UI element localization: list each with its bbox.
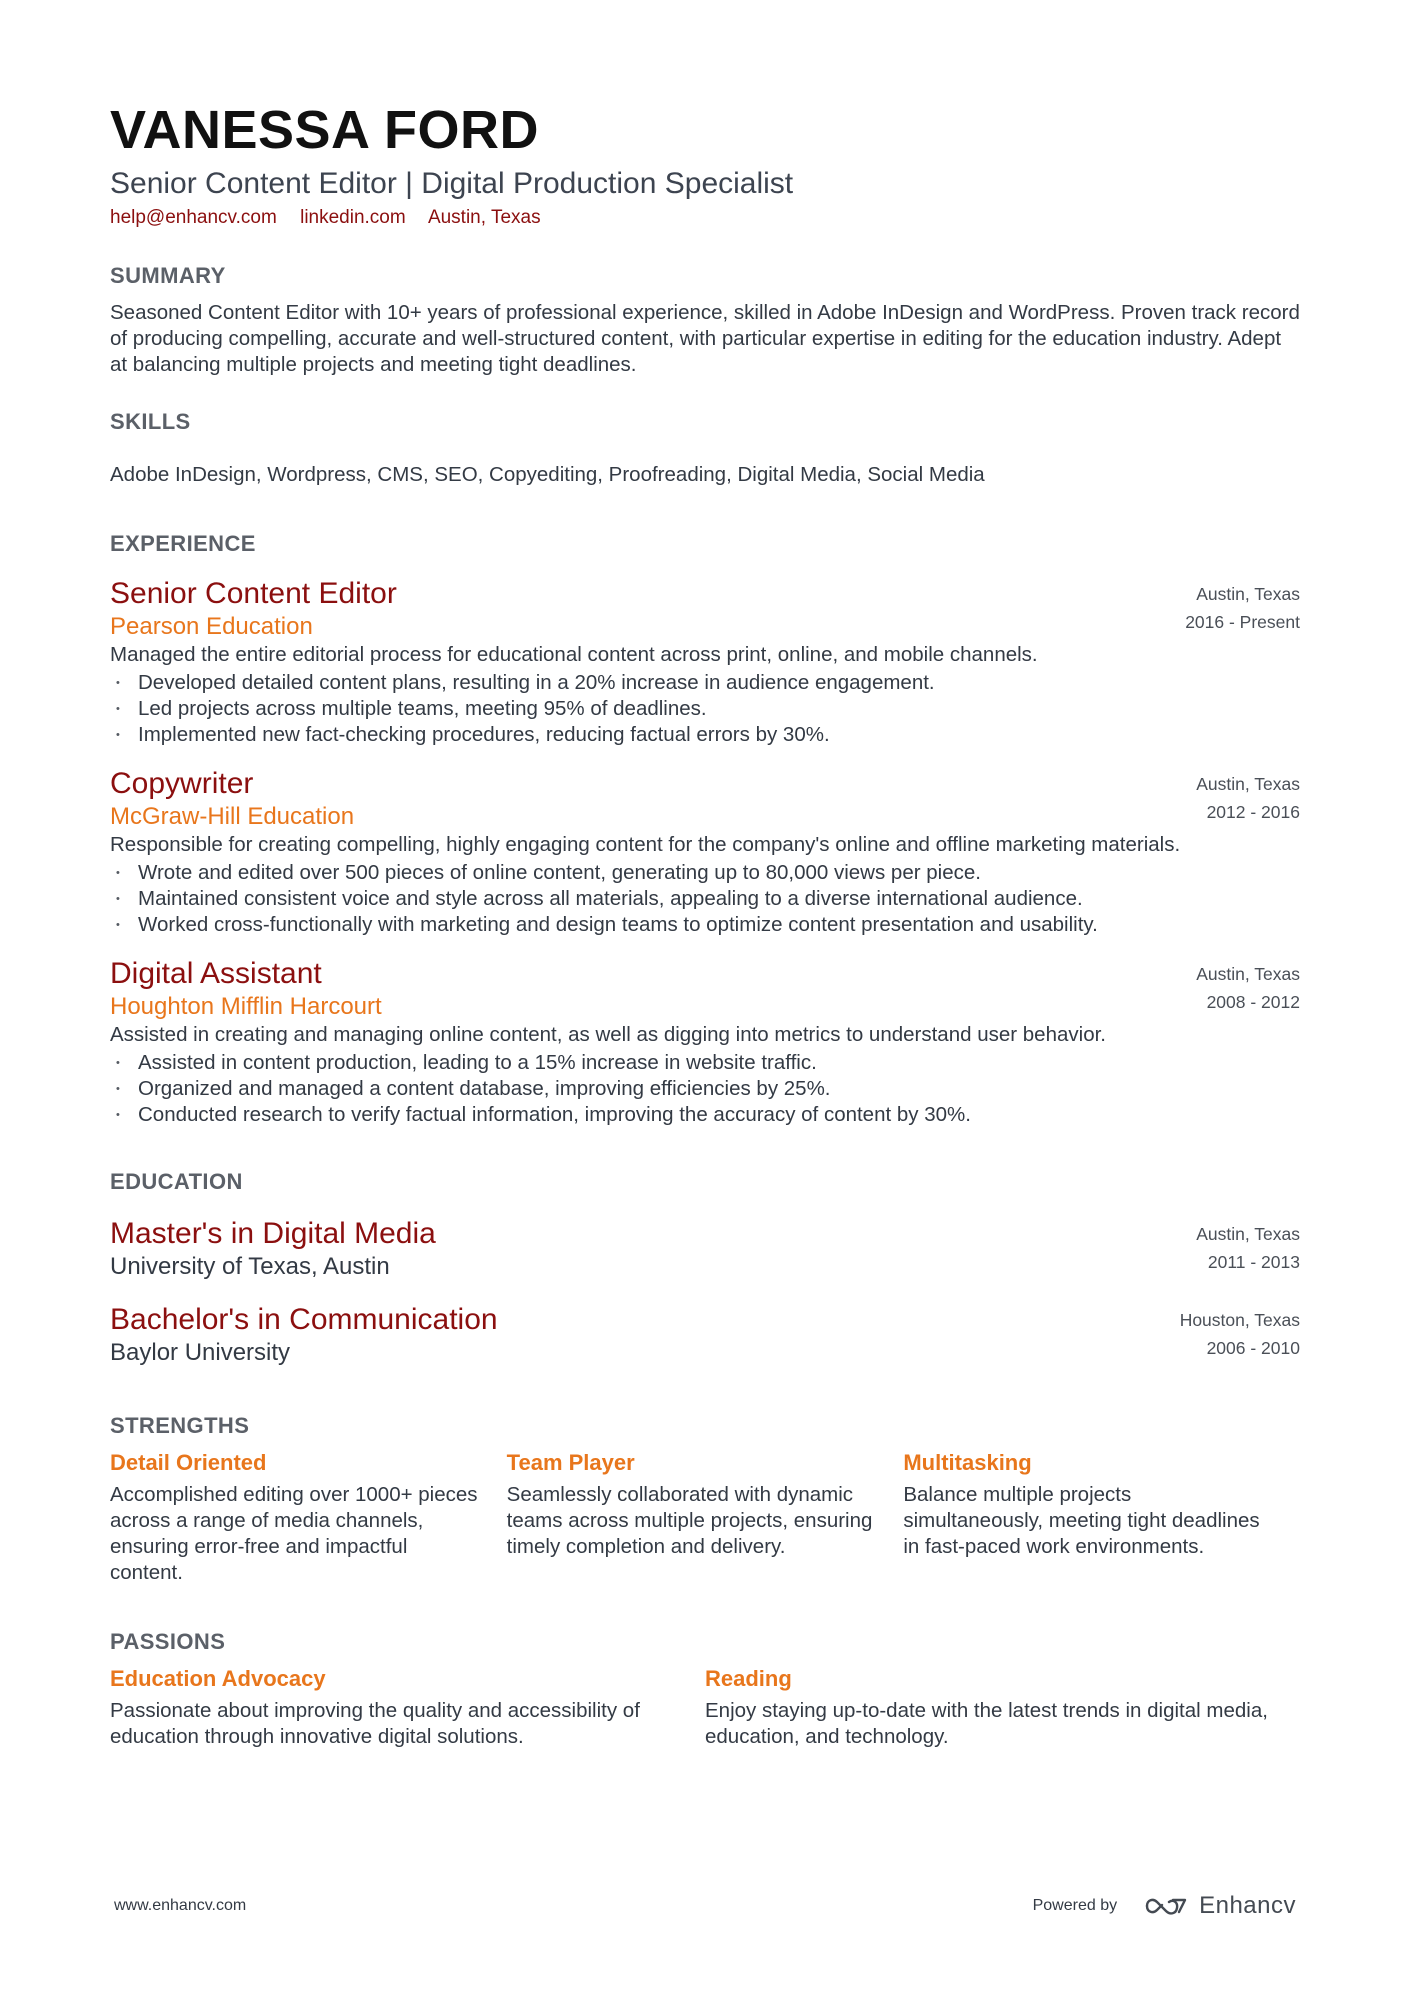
page-footer (114, 1886, 1296, 1926)
experience-bullet: • Led projects across multiple teams, meeting 95% of deadlines. (110, 696, 1300, 722)
skills-title: SKILLS (110, 409, 191, 434)
passions-section (110, 1628, 1300, 1750)
experience-company: Pearson Education (110, 613, 313, 640)
experience-description: Managed the entire editorial process for educational content across print, online, and mobile channels. (110, 643, 1038, 666)
education-degree: Bachelor's in Communication (110, 1303, 498, 1336)
experience-meta (1185, 576, 1300, 632)
experience-title: EXPERIENCE (110, 531, 256, 556)
experience-company: Houghton Mifflin Harcourt (110, 993, 382, 1020)
experience-meta (1196, 766, 1300, 822)
strengths-section (110, 1412, 1300, 1586)
passions-grid (110, 1664, 1300, 1750)
strength-description: Balance multiple projects simultaneously, meeting tight deadlines in fast-paced work environments. (903, 1483, 1260, 1558)
enhancv-logo[interactable] (1143, 1892, 1296, 1920)
summary-text: Seasoned Content Editor with 10+ years of professional experience, skilled in Adobe InDesign and WordPress. Proven track record of producing compelling, accurate and well-structured content, with particular expertise in editing for the education industry. Adept at balancing multiple projects and meeting tight deadlines. (110, 301, 1300, 376)
footer-branding (1033, 1892, 1296, 1920)
experience-meta (1196, 956, 1300, 1012)
education-location: Austin, Texas (1196, 1224, 1300, 1244)
experience-section (110, 530, 1300, 1128)
education-meta (1180, 1302, 1300, 1358)
experience-bullet: • Implemented new fact-checking procedures, reducing factual errors by 30%. (110, 722, 1300, 748)
experience-dates: 2008 - 2012 (1206, 992, 1300, 1012)
strength-item (903, 1448, 1300, 1586)
education-entry (110, 1302, 1300, 1368)
resume-header (110, 100, 1300, 230)
education-meta (1196, 1216, 1300, 1272)
summary-title: SUMMARY (110, 263, 226, 288)
skills-text: Adobe InDesign, Wordpress, CMS, SEO, Copyediting, Proofreading, Digital Media, Social Media (110, 463, 985, 486)
experience-bullets (110, 1050, 1300, 1128)
strength-title: Detail Oriented (110, 1450, 267, 1475)
education-school: University of Texas, Austin (110, 1253, 390, 1280)
experience-bullet: • Wrote and edited over 500 pieces of online content, generating up to 80,000 views per piece. (110, 860, 1300, 886)
education-degree: Master's in Digital Media (110, 1217, 436, 1250)
experience-entry (110, 576, 1300, 748)
passion-title: Education Advocacy (110, 1666, 326, 1691)
footer-url-link[interactable]: www.enhancv.com (114, 1897, 247, 1914)
experience-entry (110, 956, 1300, 1128)
strengths-grid (110, 1448, 1300, 1586)
passions-title: PASSIONS (110, 1629, 226, 1654)
strength-item (110, 1448, 507, 1586)
contact-linkedin-link[interactable]: linkedin.com (300, 207, 406, 228)
education-section (110, 1168, 1300, 1368)
experience-role: Copywriter (110, 767, 254, 800)
enhancv-logo-icon (1143, 1894, 1189, 1918)
experience-bullets (110, 860, 1300, 938)
experience-location: Austin, Texas (1196, 964, 1300, 984)
education-title: EDUCATION (110, 1169, 243, 1194)
strength-item (507, 1448, 904, 1586)
education-dates: 2011 - 2013 (1207, 1252, 1300, 1272)
experience-description: Assisted in creating and managing online content, as well as digging into metrics to understand user behavior. (110, 1023, 1106, 1046)
strength-description: Seamlessly collaborated with dynamic teams across multiple projects, ensuring timely completion and delivery. (506, 1483, 873, 1558)
experience-role: Senior Content Editor (110, 577, 397, 610)
brand-name: Enhancv (1199, 1892, 1296, 1919)
passion-description: Passionate about improving the quality and accessibility of education through innovative digital solutions. (110, 1699, 640, 1748)
experience-bullet: • Maintained consistent voice and style across all materials, appealing to a diverse international audience. (110, 886, 1300, 912)
contact-info (110, 206, 1300, 230)
experience-description: Responsible for creating compelling, highly engaging content for the company's online and offline marketing materials. (110, 833, 1181, 856)
strength-description: Accomplished editing over 1000+ pieces across a range of media channels, ensuring error-free and impactful content. (110, 1483, 478, 1584)
contact-email-link[interactable]: help@enhancv.com (110, 207, 277, 228)
experience-role: Digital Assistant (110, 957, 322, 990)
experience-bullets (110, 670, 1300, 748)
summary-section (110, 262, 1300, 378)
candidate-name: VANESSA FORD (110, 100, 540, 160)
education-entry (110, 1216, 1300, 1282)
passion-title: Reading (705, 1666, 792, 1691)
strength-title: Team Player (506, 1450, 635, 1475)
experience-location: Austin, Texas (1196, 584, 1300, 604)
education-location: Houston, Texas (1179, 1310, 1300, 1330)
experience-bullet: • Worked cross-functionally with marketing and design teams to optimize content presentation and usability. (110, 912, 1300, 938)
experience-bullet: • Developed detailed content plans, resulting in a 20% increase in audience engagement. (110, 670, 1300, 696)
experience-company: McGraw-Hill Education (110, 803, 355, 830)
strength-title: Multitasking (903, 1450, 1032, 1475)
passion-item (110, 1664, 705, 1750)
candidate-headline: Senior Content Editor | Digital Production Specialist (110, 167, 794, 200)
powered-by-label: Powered by (1032, 1897, 1118, 1914)
education-school: Baylor University (110, 1339, 291, 1366)
experience-entry (110, 766, 1300, 938)
experience-dates: 2012 - 2016 (1206, 802, 1300, 822)
experience-location: Austin, Texas (1196, 774, 1300, 794)
contact-location: Austin, Texas (427, 207, 541, 228)
education-dates: 2006 - 2010 (1206, 1338, 1300, 1358)
skills-section (110, 408, 1300, 488)
experience-bullet: • Organized and managed a content database, improving efficiencies by 25%. (110, 1076, 1300, 1102)
passion-item (705, 1664, 1300, 1750)
experience-bullet: • Conducted research to verify factual information, improving the accuracy of content by 30%. (110, 1102, 1300, 1128)
experience-dates: 2016 - Present (1185, 612, 1300, 632)
passion-description: Enjoy staying up-to-date with the latest trends in digital media, education, and technology. (705, 1699, 1268, 1748)
experience-bullet: • Assisted in content production, leading to a 15% increase in website traffic. (110, 1050, 1300, 1076)
strengths-title: STRENGTHS (110, 1413, 250, 1438)
